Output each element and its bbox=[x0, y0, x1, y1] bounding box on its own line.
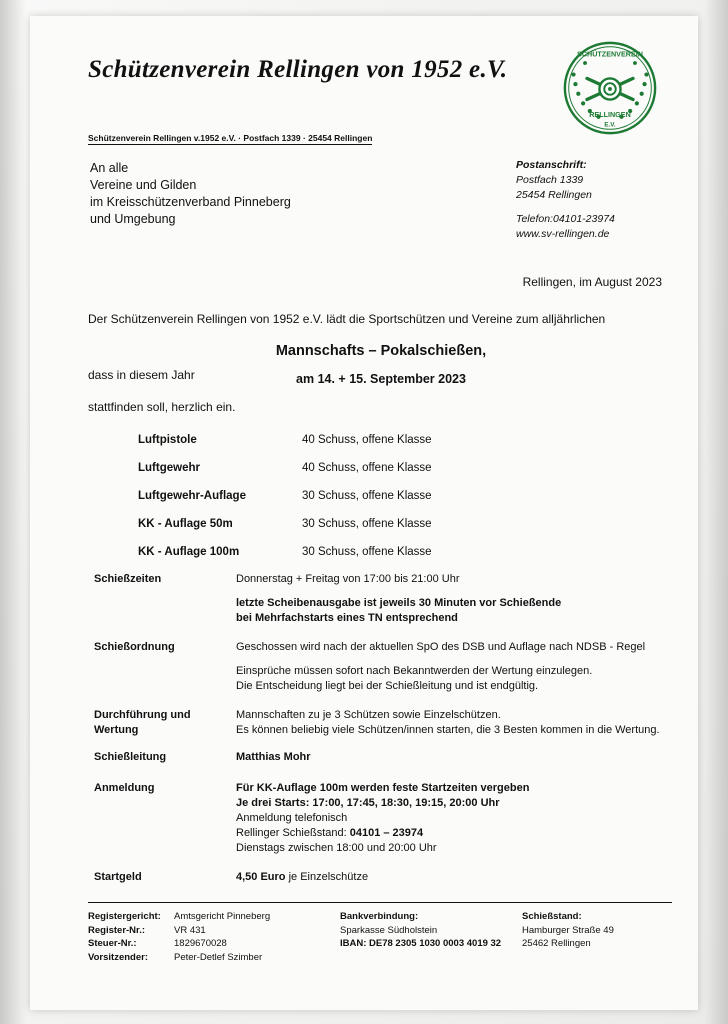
footer-divider bbox=[88, 902, 672, 903]
contact-city: 25454 Rellingen bbox=[516, 189, 592, 201]
startgeld-value bbox=[236, 870, 674, 885]
section-anmeldung bbox=[94, 781, 674, 856]
discipline-desc: 40 Schuss, offene Klasse bbox=[302, 434, 432, 446]
footer-value: VR 431 bbox=[174, 924, 206, 936]
page-title: Schützenverein Rellingen von 1952 e.V. bbox=[88, 56, 508, 83]
spacer bbox=[236, 587, 674, 596]
footer-row bbox=[88, 937, 340, 951]
schiesszeiten-line-1: Donnerstag + Freitag von 17:00 bis 21:00 Uhr bbox=[236, 573, 460, 585]
table-row bbox=[138, 426, 638, 454]
footer-heading-range: Schießstand: bbox=[522, 911, 582, 922]
anmeldung-line-2: Je drei Starts: 17:00, 17:45, 18:30, 19:15, 20:00 Uhr bbox=[236, 797, 500, 809]
contact-postfach: Postfach 1339 bbox=[516, 174, 584, 186]
footer-value: Peter-Detlef Szimber bbox=[174, 951, 263, 963]
contact-phone: Telefon:04101-23974 bbox=[516, 213, 615, 225]
spacer bbox=[236, 655, 674, 664]
footer-column-registry bbox=[88, 910, 340, 964]
section-label: Schießzeiten bbox=[94, 573, 162, 585]
footer bbox=[88, 910, 678, 964]
anmeldung-line-1: Für KK-Auflage 100m werden feste Startzeiten vergeben bbox=[236, 782, 530, 794]
footer-row bbox=[88, 924, 340, 938]
anmeldung-phone-number: 04101 – 23974 bbox=[349, 827, 424, 839]
table-row bbox=[138, 482, 638, 510]
range-street: Hamburger Straße 49 bbox=[522, 924, 614, 936]
section-label: Schießleitung bbox=[94, 751, 167, 763]
event-title: Mannschafts – Pokalschießen, bbox=[275, 343, 487, 359]
addressee-block bbox=[90, 160, 291, 228]
section-durchfuehrung-wertung bbox=[94, 708, 674, 738]
discipline-desc: 30 Schuss, offene Klasse bbox=[302, 546, 432, 558]
durchfuehrung-line-2: Es können beliebig viele Schützen/innen starten, die 3 Besten kommen in die Wertung. bbox=[236, 724, 660, 736]
durchfuehrung-line-1: Mannschaften zu je 3 Schützen sowie Einzelschützen. bbox=[236, 709, 501, 721]
discipline-name: KK - Auflage 50m bbox=[138, 518, 233, 530]
footer-column-range bbox=[522, 910, 678, 964]
schiessordnung-line-3: Die Entscheidung liegt bei der Schießleitung und ist endgültig. bbox=[236, 680, 539, 692]
disciplines-table bbox=[138, 426, 638, 566]
table-row bbox=[138, 538, 638, 566]
bank-name: Sparkasse Südholstein bbox=[340, 924, 438, 936]
footer-key: Registergericht: bbox=[88, 911, 161, 922]
svg-text:SCHÜTZENVEREIN: SCHÜTZENVEREIN bbox=[577, 49, 643, 59]
discipline-desc: 30 Schuss, offene Klasse bbox=[302, 490, 432, 502]
section-body bbox=[236, 870, 674, 885]
section-schiesszeiten bbox=[94, 572, 674, 626]
footer-column-bank bbox=[340, 910, 522, 964]
discipline-desc: 40 Schuss, offene Klasse bbox=[302, 462, 432, 474]
discipline-name: Luftgewehr bbox=[138, 462, 200, 474]
contact-heading: Postanschrift: bbox=[516, 159, 587, 171]
details-sections bbox=[94, 572, 674, 895]
footer-heading-bank: Bankverbindung: bbox=[340, 911, 419, 922]
contact-block bbox=[516, 158, 615, 242]
section-startgeld bbox=[94, 870, 674, 885]
addressee-line-4: und Umgebung bbox=[90, 212, 176, 226]
footer-row bbox=[88, 910, 340, 924]
table-row bbox=[138, 510, 638, 538]
section-label bbox=[94, 708, 236, 738]
section-body bbox=[236, 640, 674, 694]
sender-address-line: Schützenverein Rellingen v.1952 e.V. · Postfach 1339 · 25454 Rellingen bbox=[88, 133, 373, 143]
footer-row bbox=[88, 951, 340, 965]
section-label-line-1: Durchführung und bbox=[94, 709, 191, 721]
anmeldung-line-3: Anmeldung telefonisch bbox=[236, 812, 348, 824]
event-date: am 14. + 15. September 2023 bbox=[296, 372, 466, 386]
table-row bbox=[138, 454, 638, 482]
addressee-line-1: An alle bbox=[90, 161, 129, 175]
section-body bbox=[236, 708, 674, 738]
anmeldung-line-5: Dienstags zwischen 18:00 und 20:00 Uhr bbox=[236, 842, 437, 854]
discipline-name: KK - Auflage 100m bbox=[138, 546, 240, 558]
range-city: 25462 Rellingen bbox=[522, 938, 591, 949]
anmeldung-line-4 bbox=[236, 826, 674, 841]
addressee-line-2: Vereine und Gilden bbox=[90, 178, 197, 192]
contact-spacer bbox=[516, 203, 615, 212]
section-schiessordnung bbox=[94, 640, 674, 694]
footer-key: Register-Nr.: bbox=[88, 924, 146, 936]
line-dass: dass in diesem Jahr bbox=[88, 368, 195, 382]
section-label: Schießordnung bbox=[94, 641, 175, 653]
startgeld-amount: 4,50 Euro bbox=[236, 871, 286, 883]
section-body bbox=[236, 781, 674, 856]
bank-iban: IBAN: DE78 2305 1030 0003 4019 32 bbox=[340, 938, 502, 949]
schiesszeiten-line-2: letzte Scheibenausgabe ist jeweils 30 Minuten vor Schießende bbox=[236, 597, 562, 609]
discipline-name: Luftpistole bbox=[138, 434, 197, 446]
section-label: Anmeldung bbox=[94, 782, 155, 794]
schiessordnung-line-2: Einsprüche müssen sofort nach Bekanntwerden der Wertung einzulegen. bbox=[236, 665, 593, 677]
date-line: Rellingen, im August 2023 bbox=[522, 275, 662, 289]
svg-text:RELLINGEN: RELLINGEN bbox=[589, 109, 631, 119]
section-body bbox=[236, 572, 674, 626]
footer-value: Amtsgericht Pinneberg bbox=[174, 911, 271, 922]
schiesszeiten-line-3: bei Mehrfachstarts eines TN entsprechend bbox=[236, 612, 458, 624]
line-stattfinden: stattfinden soll, herzlich ein. bbox=[88, 400, 236, 414]
club-logo bbox=[562, 40, 658, 136]
section-label: Startgeld bbox=[94, 871, 142, 883]
letter-sheet bbox=[30, 16, 698, 1010]
footer-key: Vorsitzender: bbox=[88, 951, 149, 963]
footer-value: 1829670028 bbox=[174, 938, 227, 949]
discipline-name: Luftgewehr-Auflage bbox=[138, 490, 246, 502]
svg-text:E.V.: E.V. bbox=[604, 121, 616, 129]
contact-website: www.sv-rellingen.de bbox=[516, 228, 610, 240]
addressee-line-3: im Kreisschützenverband Pinneberg bbox=[90, 195, 291, 209]
anmeldung-phone-label: Rellinger Schießstand: bbox=[236, 827, 350, 839]
discipline-desc: 30 Schuss, offene Klasse bbox=[302, 518, 432, 530]
section-schiessleitung bbox=[94, 750, 674, 765]
intro-paragraph: Der Schützenverein Rellingen von 1952 e.V. lädt die Sportschützen und Vereine zum alljährlichen bbox=[88, 312, 606, 326]
schiessleitung-name: Matthias Mohr bbox=[236, 751, 311, 763]
footer-key: Steuer-Nr.: bbox=[88, 938, 137, 949]
startgeld-suffix: je Einzelschütze bbox=[285, 871, 369, 883]
section-label-line-2: Wertung bbox=[94, 724, 139, 736]
schiessordnung-line-1: Geschossen wird nach der aktuellen SpO des DSB und Auflage nach NDSB - Regel bbox=[236, 641, 646, 653]
section-body bbox=[236, 750, 674, 765]
